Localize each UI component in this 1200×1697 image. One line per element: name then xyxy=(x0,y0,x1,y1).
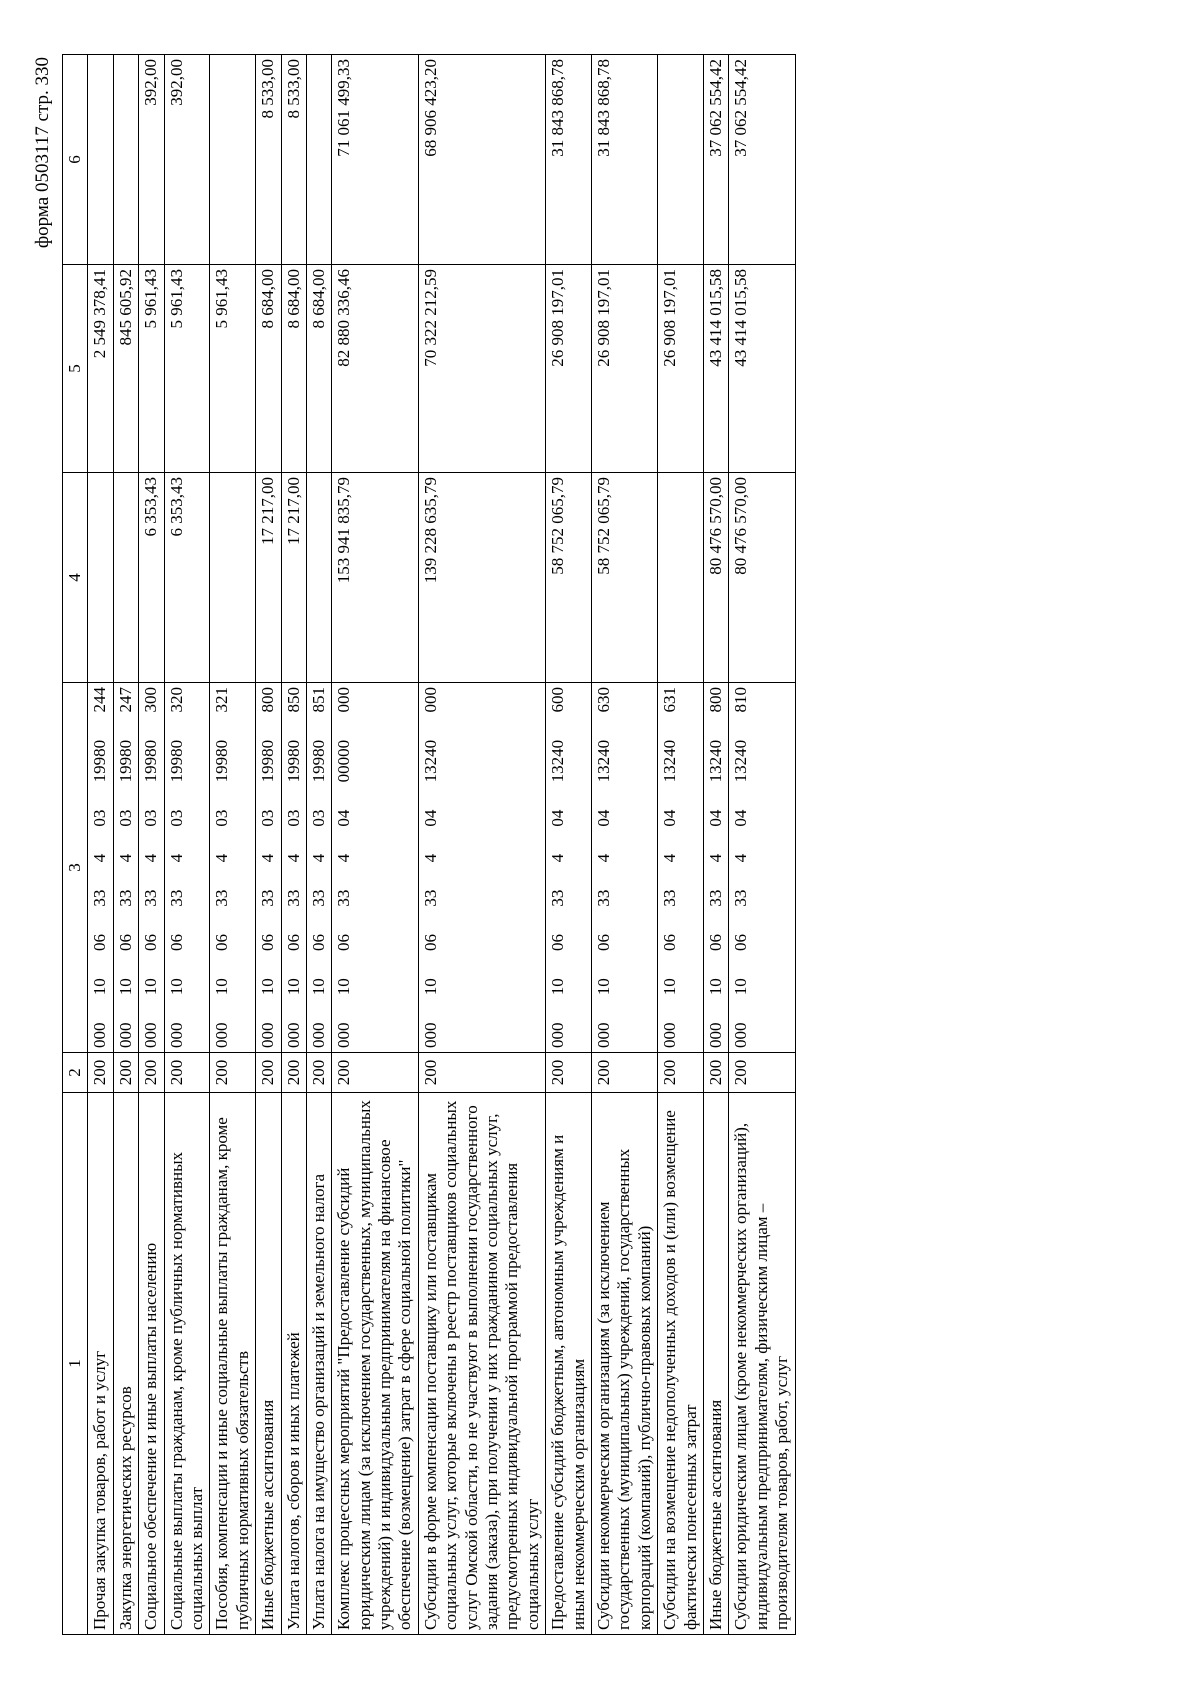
row-name: Закупка энергетических ресурсов xyxy=(113,1093,138,1635)
kbk-part: 00000 xyxy=(334,739,354,783)
kbk-part: 000 xyxy=(166,1022,186,1048)
kbk-part: 13240 xyxy=(660,739,680,783)
kbk-part: 33 xyxy=(283,889,303,907)
line-code: 200 xyxy=(113,1053,138,1093)
line-code: 200 xyxy=(256,1053,281,1093)
amount-c6 xyxy=(210,55,256,265)
column-header: 2 xyxy=(63,1053,88,1093)
column-header: 4 xyxy=(63,473,88,683)
kbk-part: 4 xyxy=(115,853,135,863)
amount-c4 xyxy=(113,473,138,683)
kbk-part: 4 xyxy=(308,853,328,863)
kbk-part: 000 xyxy=(283,1022,303,1048)
kbk-part: 000 xyxy=(334,1022,354,1048)
kbk-part: 19980 xyxy=(212,739,232,783)
budget-classification-code xyxy=(164,683,210,1053)
column-number-row xyxy=(63,55,88,1635)
budget-classification-code xyxy=(210,683,256,1053)
kbk-part: 13240 xyxy=(593,739,613,783)
kbk-part: 19980 xyxy=(115,739,135,783)
row-name: Социальное обеспечение и иные выплаты населению xyxy=(139,1093,164,1635)
row-name: Социальные выплаты гражданам, кроме публичных нормативных социальных выплат xyxy=(164,1093,210,1635)
line-code: 200 xyxy=(164,1053,210,1093)
kbk-part: 000 xyxy=(212,1022,232,1048)
amount-c5: 5 961,43 xyxy=(164,265,210,473)
kbk-part: 000 xyxy=(258,1022,278,1048)
row-name: Субсидии на возмещение недополученных доходов и (или) возмещение фактически понесенных затрат xyxy=(658,1093,704,1635)
amount-c6 xyxy=(306,55,331,265)
table-row xyxy=(281,55,306,1635)
kbk-part: 4 xyxy=(334,853,354,863)
kbk-part: 33 xyxy=(90,889,110,907)
amount-c5: 845 605,92 xyxy=(113,265,138,473)
kbk-part: 33 xyxy=(731,889,751,907)
table-row xyxy=(418,55,545,1635)
budget-classification-code xyxy=(418,683,545,1053)
amount-c6: 68 906 423,20 xyxy=(418,55,545,265)
amount-c5: 8 684,00 xyxy=(281,265,306,473)
amount-c6 xyxy=(113,55,138,265)
kbk-part: 10 xyxy=(705,978,725,996)
kbk-part: 33 xyxy=(705,889,725,907)
kbk-part: 10 xyxy=(90,978,110,996)
table-row xyxy=(546,55,592,1635)
kbk-part: 810 xyxy=(731,687,751,713)
budget-classification-code xyxy=(306,683,331,1053)
kbk-part: 10 xyxy=(258,978,278,996)
amount-c6: 31 843 868,78 xyxy=(591,55,657,265)
row-name: Субсидии в форме компенсации поставщику или поставщикам социальных услуг, которые включены в реестр поставщиков социальных услуг Омской области, но не участвуют в выполнении государственного задания (заказа), при получении у них гражданином социальных услуг, предусмотренных индивидуальной программой предоставления социальных услуг xyxy=(418,1093,545,1635)
table-row xyxy=(256,55,281,1635)
line-code: 200 xyxy=(546,1053,592,1093)
table-row xyxy=(658,55,704,1635)
amount-c4 xyxy=(210,473,256,683)
table-row xyxy=(88,55,113,1635)
amount-c5: 26 908 197,01 xyxy=(658,265,704,473)
kbk-part: 03 xyxy=(283,809,303,827)
kbk-part: 33 xyxy=(593,889,613,907)
amount-c6: 71 061 499,33 xyxy=(332,55,419,265)
amount-c5: 70 322 212,59 xyxy=(418,265,545,473)
row-name: Субсидии некоммерческим организациям (за исключением государственных (муниципальных) учреждений, государственных корпораций (компаний), публично-правовых компаний) xyxy=(591,1093,657,1635)
amount-c4: 58 752 065,79 xyxy=(591,473,657,683)
line-code: 200 xyxy=(332,1053,419,1093)
kbk-part: 10 xyxy=(731,978,751,996)
kbk-part: 10 xyxy=(593,978,613,996)
kbk-part: 10 xyxy=(548,978,568,996)
kbk-part: 04 xyxy=(705,809,725,827)
amount-c4: 153 941 835,79 xyxy=(332,473,419,683)
kbk-part: 03 xyxy=(166,809,186,827)
column-header: 1 xyxy=(63,1093,88,1635)
row-name: Предоставление субсидий бюджетным, автономным учреждениям и иным некоммерческим организациям xyxy=(546,1093,592,1635)
budget-classification-code xyxy=(139,683,164,1053)
kbk-part: 06 xyxy=(593,933,613,951)
kbk-part: 851 xyxy=(308,687,328,713)
kbk-part: 300 xyxy=(141,687,161,713)
kbk-part: 06 xyxy=(115,933,135,951)
amount-c5: 8 684,00 xyxy=(256,265,281,473)
budget-table xyxy=(62,54,796,1635)
kbk-part: 06 xyxy=(731,933,751,951)
kbk-part: 000 xyxy=(141,1022,161,1048)
amount-c4: 6 353,43 xyxy=(164,473,210,683)
kbk-part: 10 xyxy=(308,978,328,996)
table-row xyxy=(164,55,210,1635)
kbk-part: 247 xyxy=(115,687,135,713)
amount-c6: 8 533,00 xyxy=(281,55,306,265)
line-code: 200 xyxy=(281,1053,306,1093)
kbk-part: 03 xyxy=(115,809,135,827)
amount-c4: 80 476 570,00 xyxy=(703,473,728,683)
budget-classification-code xyxy=(256,683,281,1053)
amount-c5: 26 908 197,01 xyxy=(546,265,592,473)
kbk-part: 4 xyxy=(90,853,110,863)
kbk-part: 4 xyxy=(593,853,613,863)
line-code: 200 xyxy=(139,1053,164,1093)
kbk-part: 06 xyxy=(166,933,186,951)
amount-c6: 31 843 868,78 xyxy=(546,55,592,265)
amount-c6: 8 533,00 xyxy=(256,55,281,265)
kbk-part: 000 xyxy=(420,687,440,713)
kbk-part: 33 xyxy=(420,889,440,907)
amount-c6 xyxy=(88,55,113,265)
line-code: 200 xyxy=(88,1053,113,1093)
kbk-part: 33 xyxy=(258,889,278,907)
kbk-part: 19980 xyxy=(166,739,186,783)
kbk-part: 4 xyxy=(731,853,751,863)
budget-classification-code xyxy=(332,683,419,1053)
table-row xyxy=(306,55,331,1635)
kbk-part: 04 xyxy=(660,809,680,827)
kbk-part: 800 xyxy=(258,687,278,713)
kbk-part: 631 xyxy=(660,687,680,713)
kbk-part: 33 xyxy=(334,889,354,907)
amount-c6: 37 062 554,42 xyxy=(703,55,728,265)
line-code: 200 xyxy=(418,1053,545,1093)
kbk-part: 13240 xyxy=(705,739,725,783)
line-code: 200 xyxy=(306,1053,331,1093)
kbk-part: 06 xyxy=(660,933,680,951)
kbk-part: 4 xyxy=(548,853,568,863)
kbk-part: 10 xyxy=(115,978,135,996)
kbk-part: 4 xyxy=(166,853,186,863)
kbk-part: 10 xyxy=(166,978,186,996)
kbk-part: 06 xyxy=(258,933,278,951)
table-row xyxy=(703,55,728,1635)
kbk-part: 03 xyxy=(141,809,161,827)
kbk-part: 4 xyxy=(283,853,303,863)
kbk-part: 000 xyxy=(593,1022,613,1048)
row-name: Прочая закупка товаров, работ и услуг xyxy=(88,1093,113,1635)
kbk-part: 04 xyxy=(420,809,440,827)
kbk-part: 000 xyxy=(660,1022,680,1048)
line-code: 200 xyxy=(703,1053,728,1093)
kbk-part: 600 xyxy=(548,687,568,713)
kbk-part: 06 xyxy=(90,933,110,951)
kbk-part: 06 xyxy=(548,933,568,951)
kbk-part: 10 xyxy=(141,978,161,996)
kbk-part: 000 xyxy=(308,1022,328,1048)
amount-c5: 2 549 378,41 xyxy=(88,265,113,473)
table-row xyxy=(139,55,164,1635)
amount-c4 xyxy=(658,473,704,683)
line-code: 200 xyxy=(591,1053,657,1093)
amount-c5: 43 414 015,58 xyxy=(729,265,795,473)
amount-c5: 82 880 336,46 xyxy=(332,265,419,473)
kbk-part: 10 xyxy=(420,978,440,996)
budget-classification-code xyxy=(729,683,795,1053)
amount-c6: 392,00 xyxy=(139,55,164,265)
kbk-part: 000 xyxy=(705,1022,725,1048)
kbk-part: 06 xyxy=(705,933,725,951)
kbk-part: 10 xyxy=(660,978,680,996)
kbk-part: 000 xyxy=(731,1022,751,1048)
column-header: 3 xyxy=(63,683,88,1053)
kbk-part: 13240 xyxy=(420,739,440,783)
amount-c4: 139 228 635,79 xyxy=(418,473,545,683)
kbk-part: 244 xyxy=(90,687,110,713)
kbk-part: 850 xyxy=(283,687,303,713)
kbk-part: 321 xyxy=(212,687,232,713)
kbk-part: 19980 xyxy=(308,739,328,783)
line-code: 200 xyxy=(210,1053,256,1093)
kbk-part: 33 xyxy=(166,889,186,907)
kbk-part: 04 xyxy=(731,809,751,827)
kbk-part: 33 xyxy=(308,889,328,907)
row-name: Комплекс процессных мероприятий "Предоставление субсидий юридическим лицам (за исключением государственных, муниципальных учреждений) и индивидуальным предпринимателям на финансовое обеспечение (возмещение) затрат в сфере социальной политики" xyxy=(332,1093,419,1635)
amount-c4: 6 353,43 xyxy=(139,473,164,683)
kbk-part: 03 xyxy=(212,809,232,827)
kbk-part: 33 xyxy=(115,889,135,907)
kbk-part: 06 xyxy=(141,933,161,951)
amount-c5: 8 684,00 xyxy=(306,265,331,473)
column-header: 5 xyxy=(63,265,88,473)
row-name: Иные бюджетные ассигнования xyxy=(703,1093,728,1635)
kbk-part: 320 xyxy=(166,687,186,713)
kbk-part: 10 xyxy=(334,978,354,996)
budget-classification-code xyxy=(113,683,138,1053)
kbk-part: 4 xyxy=(258,853,278,863)
kbk-part: 13240 xyxy=(548,739,568,783)
kbk-part: 03 xyxy=(90,809,110,827)
kbk-part: 06 xyxy=(308,933,328,951)
kbk-part: 19980 xyxy=(258,739,278,783)
table-row xyxy=(591,55,657,1635)
column-header: 6 xyxy=(63,55,88,265)
budget-classification-code xyxy=(658,683,704,1053)
kbk-part: 04 xyxy=(334,809,354,827)
row-name: Иные бюджетные ассигнования xyxy=(256,1093,281,1635)
kbk-part: 04 xyxy=(548,809,568,827)
kbk-part: 19980 xyxy=(90,739,110,783)
kbk-part: 33 xyxy=(141,889,161,907)
kbk-part: 33 xyxy=(212,889,232,907)
budget-classification-code xyxy=(546,683,592,1053)
kbk-part: 06 xyxy=(212,933,232,951)
amount-c5: 26 908 197,01 xyxy=(591,265,657,473)
row-name: Уплата налогов, сборов и иных платежей xyxy=(281,1093,306,1635)
amount-c4 xyxy=(306,473,331,683)
amount-c4: 17 217,00 xyxy=(256,473,281,683)
kbk-part: 000 xyxy=(115,1022,135,1048)
row-name: Пособия, компенсации и иные социальные выплаты гражданам, кроме публичных нормативных обязательств xyxy=(210,1093,256,1635)
budget-classification-code xyxy=(281,683,306,1053)
amount-c5: 43 414 015,58 xyxy=(703,265,728,473)
kbk-part: 19980 xyxy=(283,739,303,783)
row-name: Уплата налога на имущество организаций и земельного налога xyxy=(306,1093,331,1635)
kbk-part: 000 xyxy=(90,1022,110,1048)
budget-classification-code xyxy=(703,683,728,1053)
table-row xyxy=(113,55,138,1635)
kbk-part: 4 xyxy=(141,853,161,863)
amount-c6: 392,00 xyxy=(164,55,210,265)
kbk-part: 06 xyxy=(283,933,303,951)
line-code: 200 xyxy=(658,1053,704,1093)
kbk-part: 04 xyxy=(593,809,613,827)
kbk-part: 800 xyxy=(705,687,725,713)
kbk-part: 4 xyxy=(420,853,440,863)
kbk-part: 10 xyxy=(283,978,303,996)
kbk-part: 4 xyxy=(660,853,680,863)
table-row xyxy=(332,55,419,1635)
kbk-part: 10 xyxy=(212,978,232,996)
amount-c4 xyxy=(88,473,113,683)
amount-c4: 80 476 570,00 xyxy=(729,473,795,683)
kbk-part: 19980 xyxy=(141,739,161,783)
kbk-part: 06 xyxy=(420,933,440,951)
table-row xyxy=(210,55,256,1635)
budget-classification-code xyxy=(88,683,113,1053)
kbk-part: 4 xyxy=(212,853,232,863)
kbk-part: 03 xyxy=(258,809,278,827)
kbk-part: 000 xyxy=(334,687,354,713)
kbk-part: 4 xyxy=(705,853,725,863)
amount-c6 xyxy=(658,55,704,265)
amount-c4: 17 217,00 xyxy=(281,473,306,683)
kbk-part: 13240 xyxy=(731,739,751,783)
amount-c6: 37 062 554,42 xyxy=(729,55,795,265)
kbk-part: 000 xyxy=(420,1022,440,1048)
amount-c4: 58 752 065,79 xyxy=(546,473,592,683)
form-label: форма 0503117 стр. 330 xyxy=(32,57,53,249)
kbk-part: 000 xyxy=(548,1022,568,1048)
kbk-part: 33 xyxy=(660,889,680,907)
kbk-part: 630 xyxy=(593,687,613,713)
table-row xyxy=(729,55,795,1635)
kbk-part: 33 xyxy=(548,889,568,907)
kbk-part: 06 xyxy=(334,933,354,951)
budget-classification-code xyxy=(591,683,657,1053)
row-name: Субсидии юридическим лицам (кроме некоммерческих организаций), индивидуальным предпринимателям, физическим лицам – производителям товаров, работ, услуг xyxy=(729,1093,795,1635)
amount-c5: 5 961,43 xyxy=(139,265,164,473)
amount-c5: 5 961,43 xyxy=(210,265,256,473)
kbk-part: 03 xyxy=(308,809,328,827)
line-code: 200 xyxy=(729,1053,795,1093)
